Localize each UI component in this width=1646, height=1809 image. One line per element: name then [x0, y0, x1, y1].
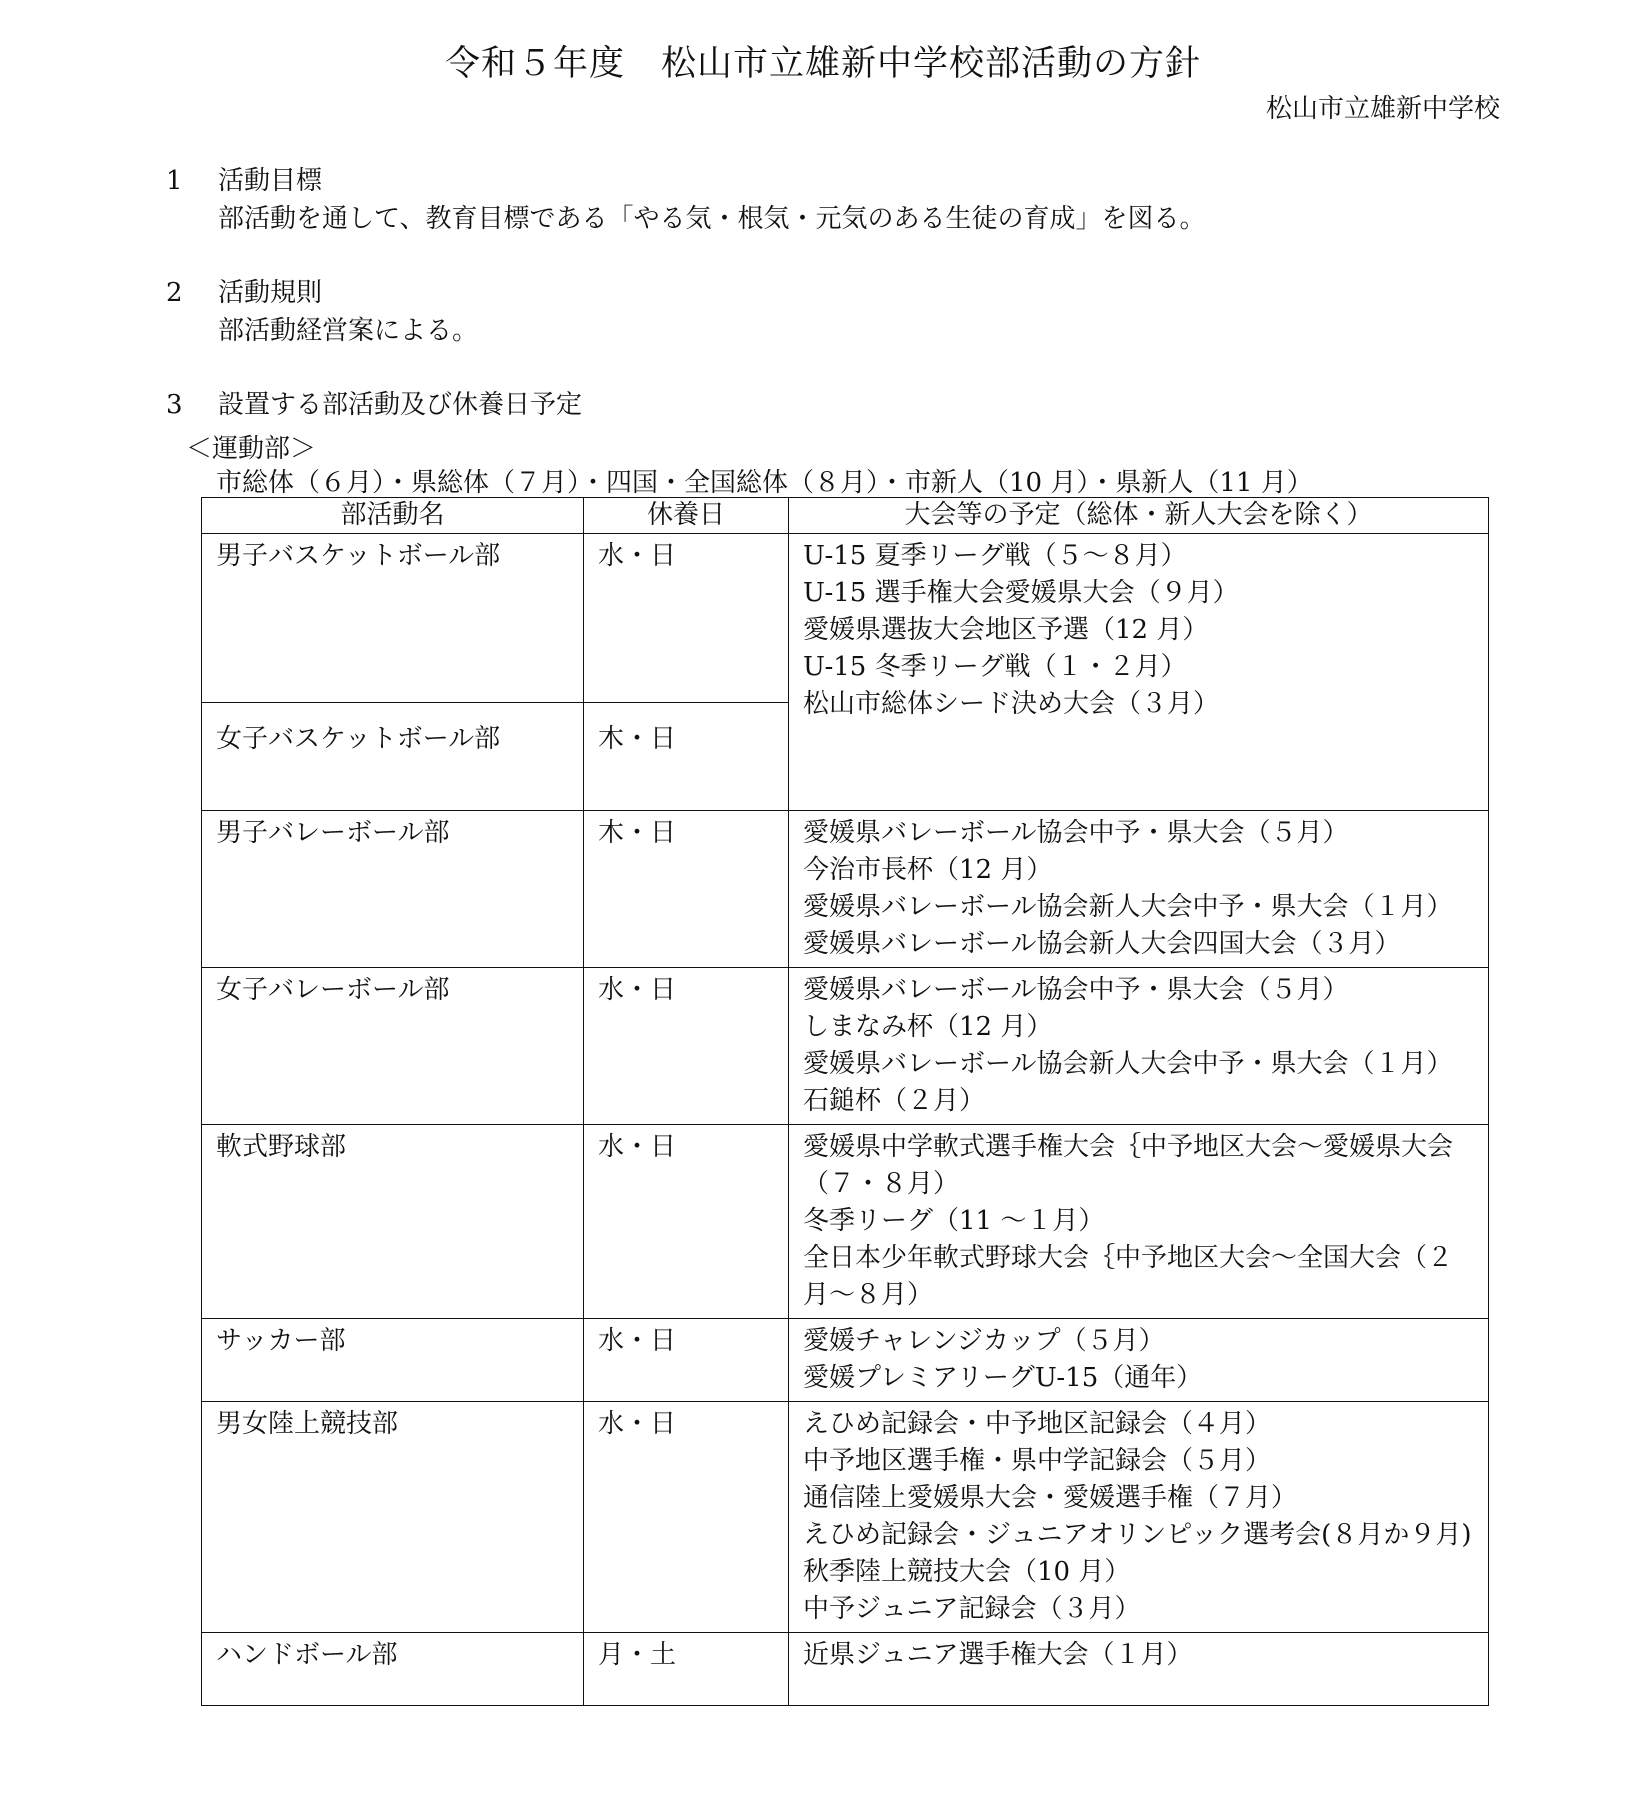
- table-row: [202, 534, 1489, 703]
- clubs-table: [201, 497, 1489, 1706]
- header-events: 大会等の予定（総体・新人大会を除く）: [789, 498, 1489, 534]
- events-cell: [789, 1125, 1489, 1319]
- table-row: [202, 811, 1489, 968]
- section-number: 1: [166, 166, 183, 196]
- table-row: [202, 1125, 1489, 1319]
- event-item: 愛媛県バレーボール協会新人大会中予・県大会（１月）: [803, 892, 1453, 922]
- rest-days: 水・日: [584, 1125, 789, 1319]
- event-item: 中予ジュニア記録会（３月）: [803, 1594, 1141, 1624]
- event-item: 秋季陸上競技大会（10 月）: [803, 1557, 1131, 1587]
- rest-days: 木・日: [584, 703, 789, 811]
- club-name: 女子バスケットボール部: [202, 703, 584, 811]
- event-item: 愛媛県バレーボール協会中予・県大会（５月）: [803, 818, 1349, 848]
- event-item: U-15 夏季リーグ戦（５～８月）: [803, 541, 1187, 571]
- section-3: [166, 386, 582, 424]
- club-name: 男子バスケットボール部: [202, 534, 584, 703]
- events-cell: [789, 534, 1489, 811]
- events-cell: [789, 811, 1489, 968]
- section-2: [166, 274, 478, 350]
- club-name: ハンドボール部: [202, 1633, 584, 1706]
- event-item: 愛媛県バレーボール協会中予・県大会（５月）: [803, 975, 1349, 1005]
- table-row: [202, 1319, 1489, 1402]
- event-item: U-15 冬季リーグ戦（１・２月）: [803, 652, 1187, 682]
- table-row: [202, 1633, 1489, 1706]
- rest-days: 水・日: [584, 1319, 789, 1402]
- section-number: 3: [166, 390, 183, 420]
- event-item: 今治市長杯（12 月）: [803, 855, 1053, 885]
- section-body: 部活動経営案による。: [218, 316, 479, 346]
- table-header-row: [202, 498, 1489, 534]
- events-cell: [789, 1319, 1489, 1402]
- event-item: 通信陸上愛媛県大会・愛媛選手権（７月）: [803, 1483, 1298, 1513]
- sports-clubs-subhead: ＜運動部＞: [186, 434, 317, 464]
- tournament-schedule: 市総体（６月）・県総体（７月）・四国・全国総体（８月）・市新人（10 月）・県新人（11 月）: [216, 468, 1313, 498]
- event-item: 近県ジュニア選手権大会（１月）: [803, 1640, 1193, 1670]
- club-name: 男女陸上競技部: [202, 1402, 584, 1633]
- rest-days: 木・日: [584, 811, 789, 968]
- rest-days: 水・日: [584, 534, 789, 703]
- section-1: [166, 162, 1205, 238]
- section-heading: 設置する部活動及び休養日予定: [218, 390, 583, 420]
- club-name: 女子バレーボール部: [202, 968, 584, 1125]
- events-cell: [789, 1633, 1489, 1706]
- event-item: 石鎚杯（２月）: [803, 1086, 986, 1116]
- event-item: 中予地区選手権・県中学記録会（５月）: [803, 1446, 1272, 1476]
- event-item: えひめ記録会・中予地区記録会（４月）: [803, 1409, 1272, 1439]
- section-heading: 活動規則: [218, 278, 323, 308]
- club-name: 男子バレーボール部: [202, 811, 584, 968]
- rest-days: 水・日: [584, 1402, 789, 1633]
- section-heading: 活動目標: [218, 166, 323, 196]
- event-item: 全日本少年軟式野球大会｛中予地区大会～全国大会（２月～８月）: [803, 1243, 1454, 1310]
- event-item: 愛媛県バレーボール協会新人大会四国大会（３月）: [803, 929, 1401, 959]
- section-body: 部活動を通して、教育目標である「やる気・根気・元気のある生徒の育成」を図る。: [218, 204, 1206, 234]
- table-row: [202, 1402, 1489, 1633]
- table-row: [202, 968, 1489, 1125]
- club-name: サッカー部: [202, 1319, 584, 1402]
- event-item: U-15 選手権大会愛媛県大会（９月）: [803, 578, 1239, 608]
- rest-days: 水・日: [584, 968, 789, 1125]
- event-item: えひめ記録会・ジュニアオリンピック選考会(８月か９月): [803, 1520, 1472, 1550]
- header-club-name: 部活動名: [202, 498, 584, 534]
- section-number: 2: [166, 278, 183, 308]
- school-name: 松山市立雄新中学校: [1265, 94, 1500, 124]
- event-item: 愛媛県中学軟式選手権大会｛中予地区大会～愛媛県大会（７・８月）: [803, 1132, 1454, 1199]
- rest-days: 月・土: [584, 1633, 789, 1706]
- events-cell: [789, 1402, 1489, 1633]
- header-rest-days: 休養日: [584, 498, 789, 534]
- event-item: 愛媛県バレーボール協会新人大会中予・県大会（１月）: [803, 1049, 1453, 1079]
- event-item: 愛媛県選抜大会地区予選（12 月）: [803, 615, 1209, 645]
- event-item: しまなみ杯（12 月）: [803, 1012, 1053, 1042]
- event-item: 冬季リーグ（11 ～１月）: [803, 1206, 1105, 1236]
- events-cell: [789, 968, 1489, 1125]
- event-item: 愛媛プレミアリーグU-15（通年）: [803, 1363, 1203, 1393]
- page-title: 令和５年度 松山市立雄新中学校部活動の方針: [444, 44, 1201, 84]
- event-item: 松山市総体シード決め大会（３月）: [803, 689, 1220, 719]
- club-name: 軟式野球部: [202, 1125, 584, 1319]
- event-item: 愛媛チャレンジカップ（５月）: [803, 1326, 1165, 1356]
